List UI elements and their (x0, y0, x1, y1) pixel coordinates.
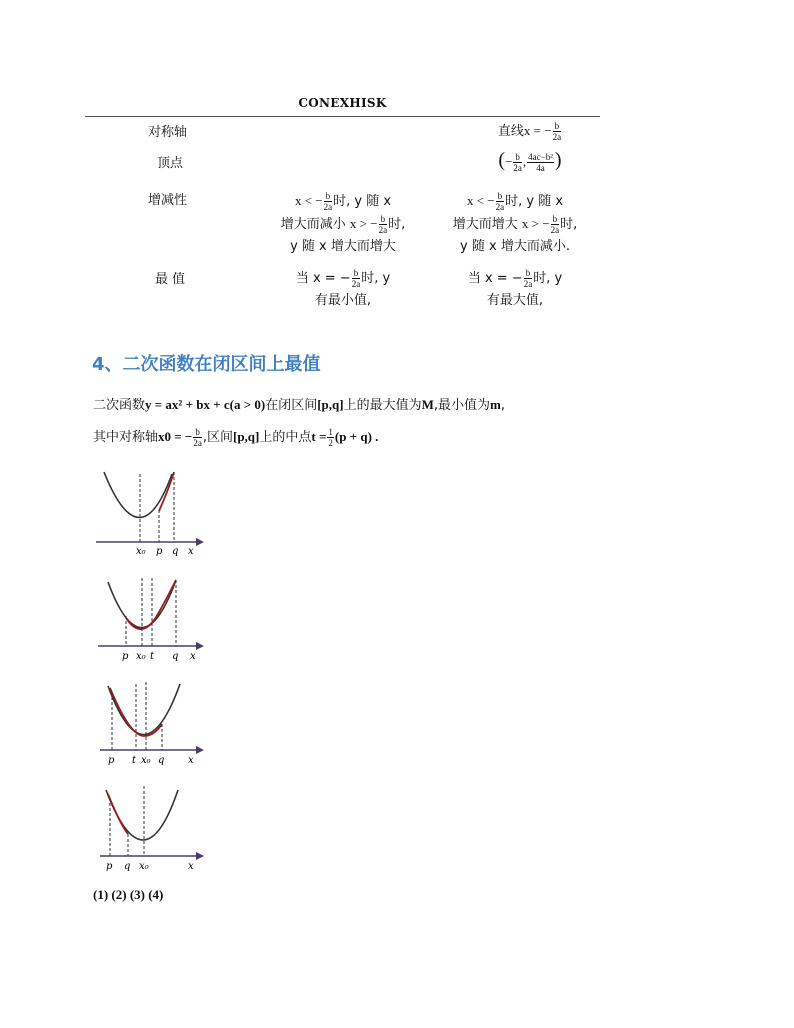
paragraph-2: 其中对称轴x0 = − $\frac{b}{2a}$ ,区间[p,q]上的中点t = $\frac{1}{2}$ (p + q) . (93, 427, 379, 448)
graph-caption: (1) (2) (3) (4) (93, 887, 164, 902)
label-q: q (172, 546, 179, 557)
axis-formula: 直线x = − $\frac{b}{2a}$ (497, 121, 562, 142)
graph-2 (92, 574, 212, 674)
axis-arrow-icon (196, 538, 204, 546)
label-q: q (158, 755, 165, 766)
paragraph-1: 二次函数y = ax² + bx + c(a > 0)在闭区间[p,q]上的最大值为M,最小值为m, (93, 397, 506, 413)
monotonic-left: x < − $\frac{b}{2a}$ 时, y 随 x 增大而减小 x > − $\frac{b}{2a}$ 时, y 随 x 增大而增大 (280, 191, 406, 254)
highlight-segment (159, 472, 174, 511)
label-p: p (106, 861, 113, 872)
label-t: t (132, 755, 137, 766)
label-q: q (172, 651, 179, 662)
graph-4 (92, 784, 212, 884)
extreme-left: 当 x = − $\frac{b}{2a}$ 时, y 有最小值, (295, 268, 391, 308)
label-q: q (124, 861, 131, 872)
row-label-axis: 对称轴 (148, 125, 188, 140)
label-t: t (150, 651, 155, 662)
row-label-vertex: 顶点 (157, 156, 184, 171)
label-p: p (122, 651, 129, 662)
label-x0: x₀ (139, 861, 149, 872)
graph-1 (92, 466, 212, 566)
graph-3 (92, 680, 212, 780)
label-p: p (108, 755, 115, 766)
highlight-segment (126, 580, 176, 629)
label-x0: x₀ (141, 755, 151, 766)
extreme-right: 当 x = − $\frac{b}{2a}$ 时, y 有最大值, (467, 268, 563, 308)
label-x0: x₀ (136, 546, 146, 557)
label-p: p (156, 546, 163, 557)
vertex-formula: (− $\frac{b}{2a}$ , $\frac{\text{4ac−b²}}{4a}$ ) (498, 149, 562, 173)
label-x: x (188, 861, 194, 872)
header-rule (85, 116, 600, 117)
monotonic-right: x < − $\frac{b}{2a}$ 时, y 随 x 增大而增大 x > − $\frac{b}{2a}$ 时, y 随 x 增大而减小. (452, 191, 578, 254)
page-header: CONEXHISK (298, 96, 387, 110)
axis-arrow-icon (196, 852, 204, 860)
label-x: x (190, 651, 196, 662)
row-label-extreme: 最 值 (155, 272, 186, 287)
parabola (104, 472, 172, 518)
section-heading: 4、二次函数在闭区间上最值 (92, 354, 321, 375)
label-x: x (188, 546, 194, 557)
label-x: x (188, 755, 194, 766)
label-x0: x₀ (136, 651, 146, 662)
axis-arrow-icon (196, 746, 204, 754)
row-label-monotonic: 增减性 (148, 193, 188, 208)
axis-arrow-icon (196, 642, 204, 650)
